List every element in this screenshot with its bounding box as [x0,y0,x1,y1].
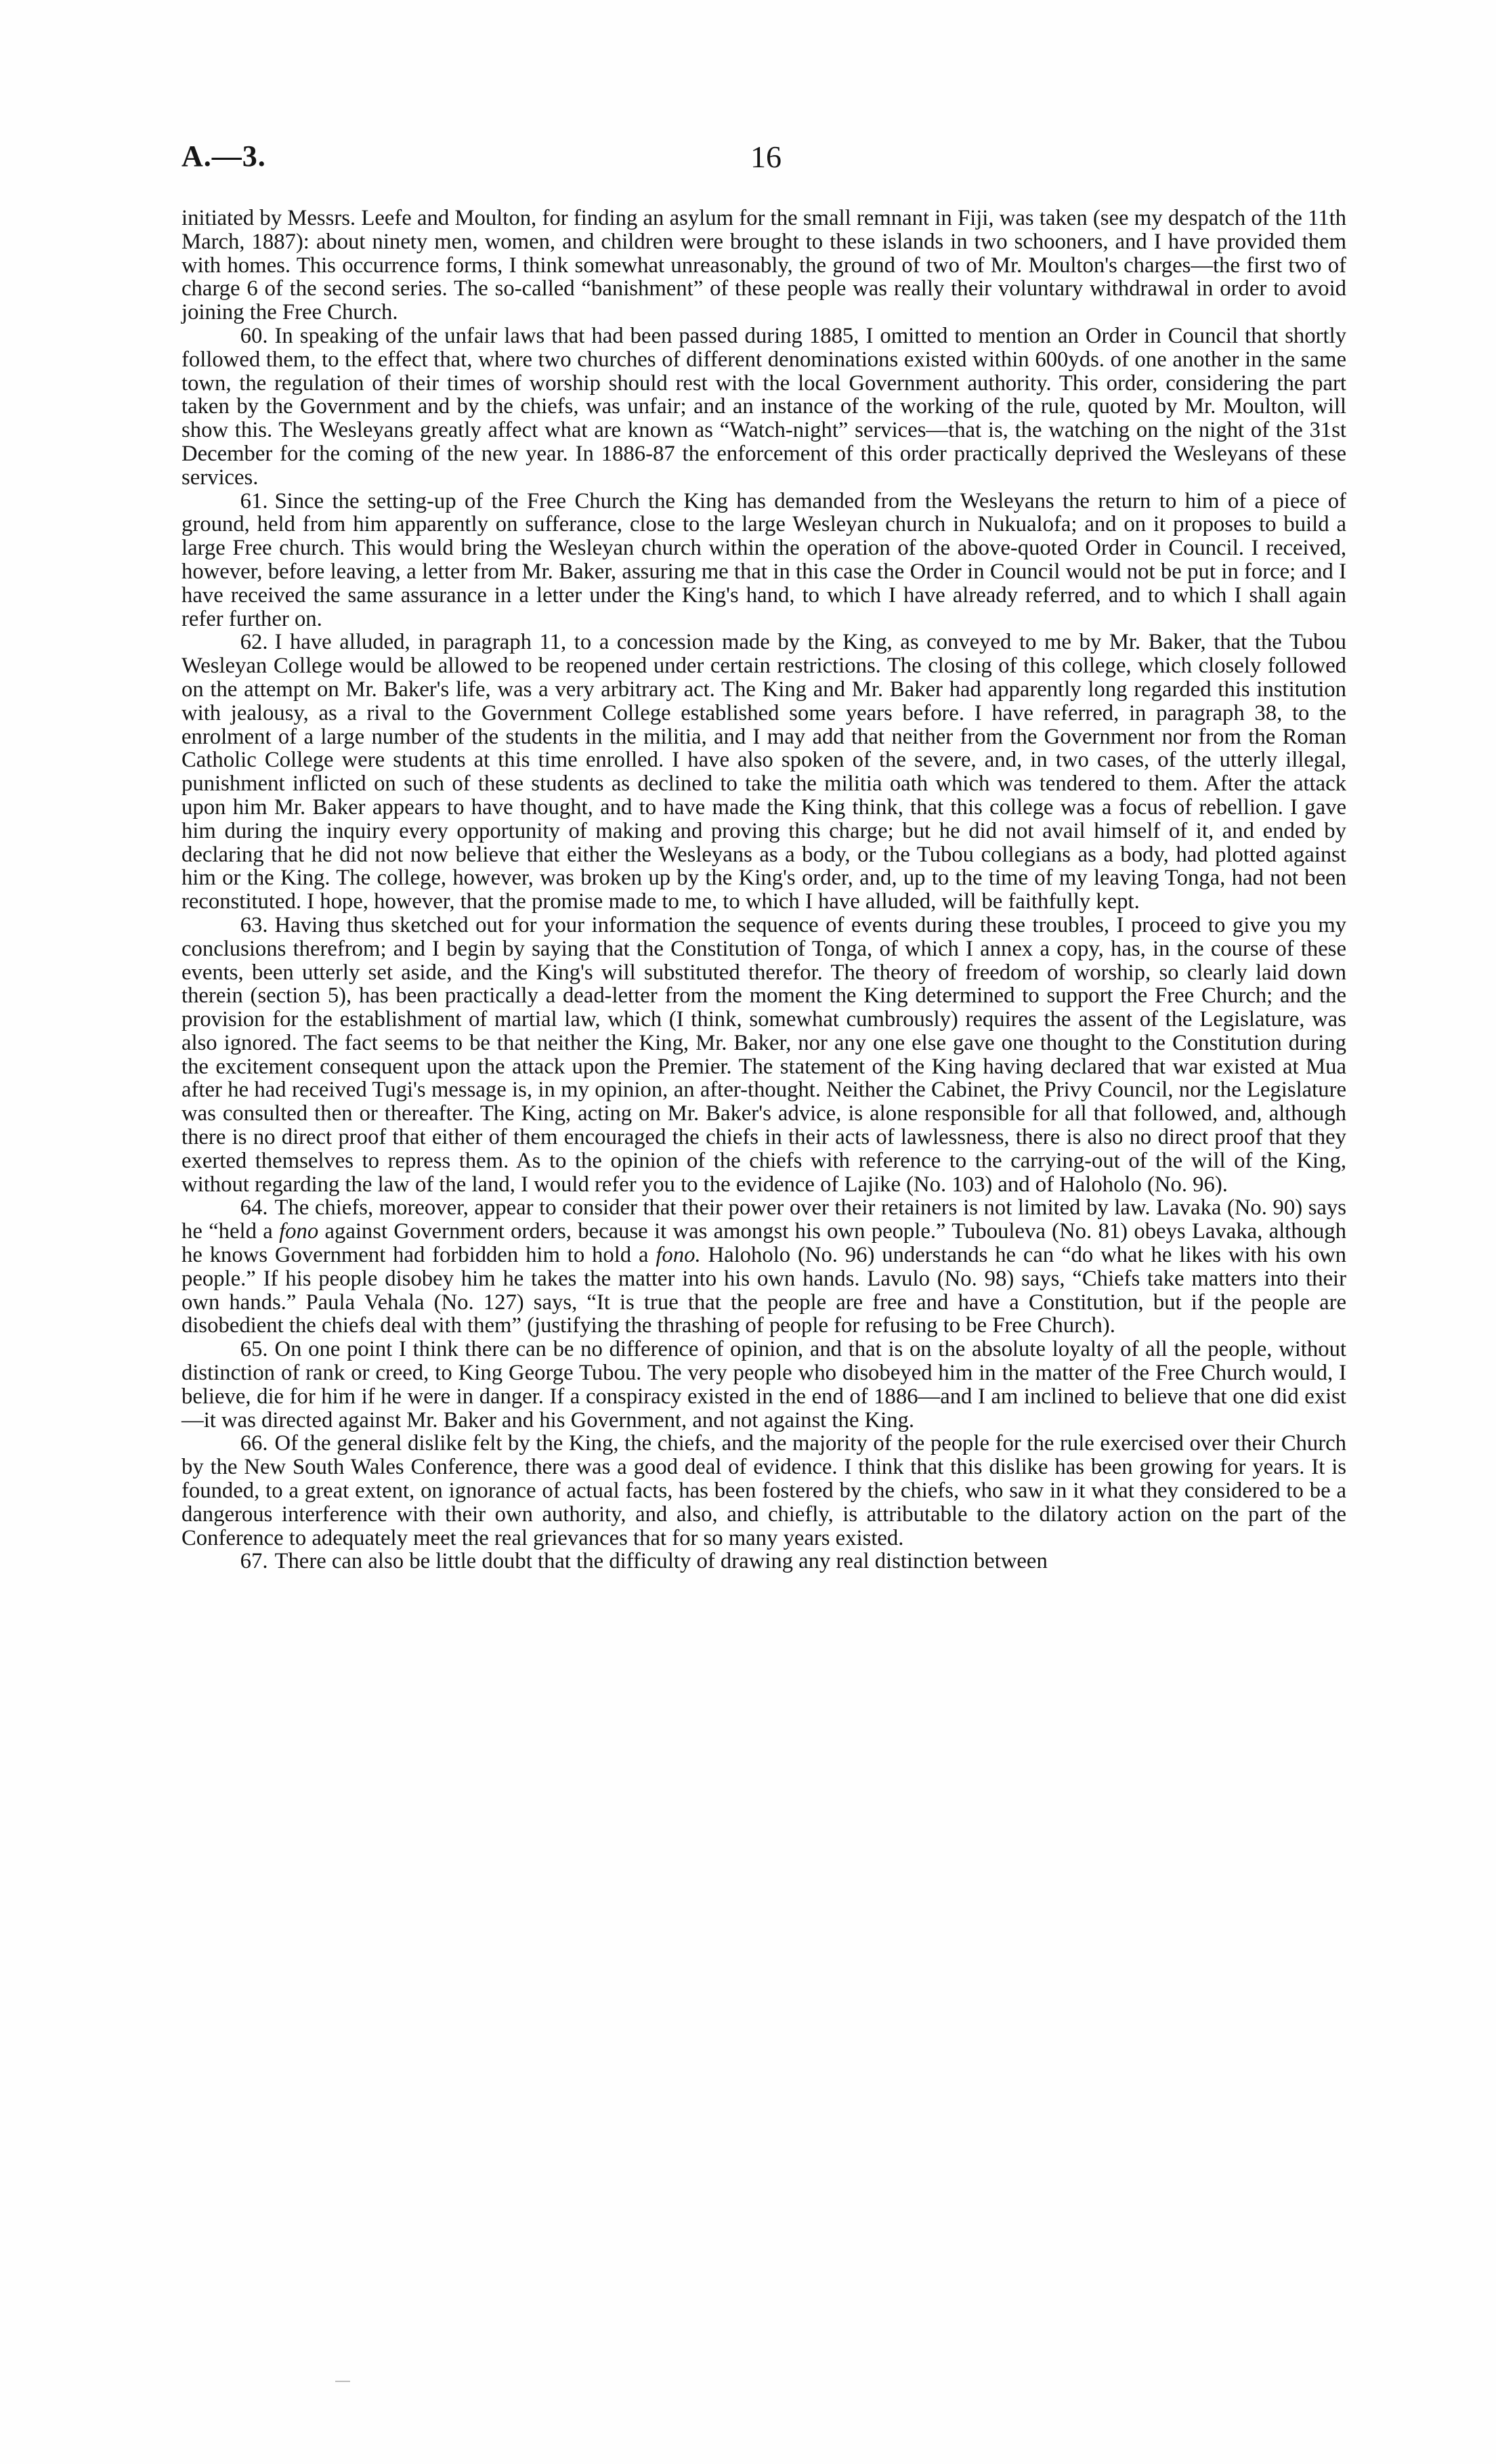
paragraph-text: Having thus sketched out for your information the sequence of events during these troubles, I proceed to give you my conclusions therefrom; and I begin by saying that the Constitution of Tonga, of which I annex a copy, has, in the course of these events, been utterly set aside, and the King's will substituted therefor. The theory of freedom of worship, so clearly laid down therein (section 5), has been practically a dead-letter from the moment the King determined to support the Free Church; and the provision for the establishment of martial law, which (I think, somewhat cumbrously) requires the assent of the Legislature, was also ignored. The fact seems to be that neither the King, Mr. Baker, nor any one else gave one thought to the Constitution during the excitement consequent upon the attack upon the Premier. The statement of the King having declared that war existed at Mua after he had received Tugi's message is, in my opinion, an after-thought. Neither the Cabinet, the Privy Council, nor the Legislature was consulted then or thereafter. The King, acting on Mr. Baker's advice, is alone responsible for all that followed, and, although there is no direct proof that either of them encouraged the chiefs in their acts of lawlessness, there is also no direct proof that they exerted themselves to repress them. As to the opinion of the chiefs with reference to the carrying-out of the will of the King, without regarding the law of the land, I would refer you to the evidence of Lajike (No. 103) and of Haloholo (No. 96). [181,912,1346,1197]
paragraph-65 [181,1338,1346,1432]
paragraph-continuation [181,207,1346,324]
paragraph-63 [181,914,1346,1197]
paragraph-67 [181,1550,1346,1573]
paragraph-62 [181,631,1346,914]
paragraph-text: initiated by Messrs. Leefe and Moulton, for finding an asylum for the small remnant in Fiji, was taken (see my despatch of the 11th March, 1887): about ninety men, women, and children were brought to these islands in two schooners, and I have provided them with homes. This occurrence forms, I think somewhat unreasonably, the ground of two of Mr. Moulton's charges—the first two of charge 6 of the second series. The so-called “banishment” of these people was really their voluntary withdrawal in order to avoid joining the Free Church. [181,206,1346,325]
italic-term: fono [279,1219,319,1244]
paragraph-number: 62. [240,630,268,655]
paragraph-text: Haloholo (No. 96) understands he can “do what he likes with his own people.” If his people disobey him he takes the matter into his own hands. Lavulo (No. 98) says, “Chiefs take matters into their own hands.” Paula Vehala (No. 127) says, “It is true that the people are free and have a Constitution, but if the people are disobedient the chiefs deal with them” (justifying the thrashing of people for refusing to be Free Church). [181,1243,1346,1338]
paragraph-61 [181,490,1346,631]
paragraph-number: 65. [240,1337,268,1362]
paragraph-text: There can also be little doubt that the difficulty of drawing any real distinction between [274,1549,1048,1574]
page-header [181,139,1346,182]
paragraph-text: On one point I think there can be no difference of opinion, and that is on the absolute loyalty of all the people, without distinction of rank or creed, to King George Tubou. The very people who disobeyed him in the matter of the Free Church would, I believe, die for him if he were in danger. If a conspiracy existed in the end of 1886—and I am inclined to believe that one did exist—it was directed against Mr. Baker and his Government, and not against the King. [181,1337,1346,1432]
paragraph-64 [181,1196,1346,1338]
paragraph-number: 67. [240,1549,268,1574]
paragraph-text: I have alluded, in paragraph 11, to a concession made by the King, as conveyed to me by Mr. Baker, that the Tubou Wesleyan College would be allowed to be reopened under certain restrictions. The closing of this college, which closely followed on the attempt on Mr. Baker's life, was a very arbitrary act. The King and Mr. Baker had apparently long regarded this institution with jealousy, as a rival to the Government College established some years before. I have referred, in paragraph 38, to the enrolment of a large number of the students in the militia, and I may add that neither from the Government nor from the Roman Catholic College were students at this time enrolled. I have also spoken of the severe, and, in two cases, of the utterly illegal, punishment inflicted on such of these students as declined to take the militia oath which was tendered to them. After the attack upon him Mr. Baker appears to have thought, and to have made the King think, that this college was a focus of rebellion. I gave him during the inquiry every opportunity of making and proving this charge; but he did not avail himself of it, and ended by declaring that he did not now believe that either the Wesleyans as a body, or the Tubou collegians as a body, had plotted against him or the King. The college, however, was broken up by the King's order, and, up to the time of my leaving Tonga, had not been reconstituted. I hope, however, that the promise made to me, to which I have alluded, will be faithfully kept. [181,630,1346,914]
paragraph-text: Of the general dislike felt by the King, the chiefs, and the majority of the people for the rule exercised over their Church by the New South Wales Conference, there was a good deal of evidence. I think that this dislike has been growing for years. It is founded, to a great extent, on ignorance of actual facts, has been fostered by the chiefs, who saw in it what they considered to be a dangerous interference with their own authority, and also, and chiefly, is attributable to the dilatory action on the part of the Conference to adequately meet the real grievances that for so many years existed. [181,1431,1346,1550]
page-number: 16 [750,140,782,174]
paragraph-number: 61. [240,488,268,513]
paragraph-66 [181,1432,1346,1550]
italic-term: fono. [656,1243,701,1268]
body-text [181,207,1346,1573]
paragraph-60 [181,324,1346,490]
paragraph-text: The chiefs, moreover, appear to consider that their power over their retainers is not limited by law. Lavaka (No. 90) says he “held a [181,1195,1346,1244]
document-reference: A.—3. [181,140,266,173]
paragraph-number: 63. [240,912,268,937]
paragraph-number: 60. [240,323,268,348]
page-smudge [335,2381,350,2382]
paragraph-number: 66. [240,1431,268,1456]
paragraph-text: against Government orders, because it was amongst his own people.” Tubouleva (No. 81) obeys Lavaka, although he knows Government had forbidden him to hold a [181,1219,1346,1268]
paragraph-number: 64. [240,1195,268,1220]
paragraph-text: Since the setting-up of the Free Church the King has demanded from the Wesleyans the return to him of a piece of ground, held from him apparently on sufferance, close to the large Wesleyan church in Nukualofa; and on it proposes to build a large Free church. This would bring the Wesleyan church within the operation of the above-quoted Order in Council. I received, however, before leaving, a letter from Mr. Baker, assuring me that in this case the Order in Council would not be put in force; and I have received the same assurance in a letter under the King's hand, to which I have already referred, and to which I shall again refer further on. [181,488,1346,631]
paragraph-text: In speaking of the unfair laws that had been passed during 1885, I omitted to mention an Order in Council that shortly followed them, to the effect that, where two churches of different denominations existed within 600yds. of one another in the same town, the regulation of their times of worship should rest with the local Government authority. This order, considering the part taken by the Government and by the chiefs, was unfair; and an instance of the working of the rule, quoted by Mr. Moulton, will show this. The Wesleyans greatly affect what are known as “Watch-night” services—that is, the watching on the night of the 31st December for the coming of the new year. In 1886-87 the enforcement of this order practically deprived the Wesleyans of these services. [181,323,1346,490]
